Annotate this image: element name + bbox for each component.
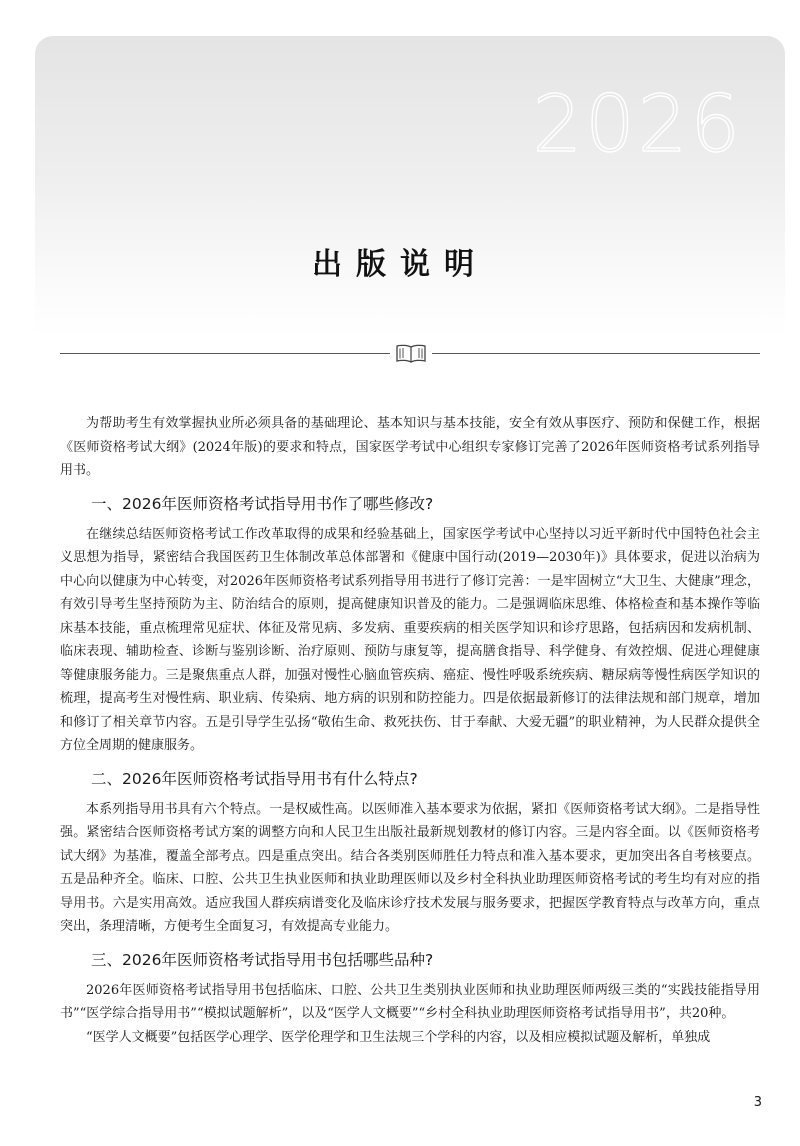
section-paragraph: 在继续总结医师资格考试工作改革取得的成果和经验基础上，国家医学考试中心坚持以习近平新时代中国特色社会主义思想为指导，紧密结合我国医药卫生体制改革总体部署和《健康中国行动(2019—2030年)》具体要求，促进以治病为中心向以健康为中心转变，对2026年医师资格考试系列指导用书进行了修订完善：一是牢固树立“大卫生、大健康”理念，有效引导考生坚持预防为主、防治结合的原则，提高健康知识普及的能力。二是强调临床思维、体格检查和基本操作等临床基本技能，重点梳理常见症状、体征及常见病、多发病、重要疾病的相关医学知识和诊疗思路，包括病因和发病机制、临床表现、辅助检查、诊断与鉴别诊断、治疗原则、预防与康复等，提高膳食指导、科学健身、有效控烟、促进心理健康等健康服务能力。三是聚焦重点人群，加强对慢性心脑血管疾病、癌症、慢性呼吸系统疾病、糖尿病等慢性病医学知识的梳理，提高考生对慢性病、职业病、传染病、地方病的识别和防控能力。四是依据最新修订的法律法规和部门规章，增加和修订了相关章节内容。五是引导学生弘扬“敬佑生命、救死扶伤、甘于奉献、大爱无疆”的职业精神，为人民群众提供全方位全周期的健康服务。: [60, 526, 760, 753]
section-heading: 一、2026年医师资格考试指导用书作了哪些修改?: [91, 494, 434, 513]
section-heading: 三、2026年医师资格考试指导用书包括哪些品种?: [91, 950, 434, 969]
section-paragraph: 本系列指导用书具有六个特点。一是权威性高。以医师准入基本要求为依据，紧扣《医师资格考试大纲》。二是指导性强。紧密结合医师资格考试方案的调整方向和人民卫生出版社最新规划教材的修订内容。三是内容全面。以《医师资格考试大纲》为基准，覆盖全部考点。四是重点突出。结合各类别医师胜任力特点和准入基本要求，更加突出各自考核要点。五是品种齐全。临床、口腔、公共卫生执业医师和执业助理医师以及乡村全科执业助理医师资格考试的考生均有对应的指导用书。六是实用高效。适应我国人群疾病谱变化及临床诊疗技术发展与服务要求，把握医学教育特点与改革方向，重点突出，条理清晰，方便考生全面复习，有效提高专业能力。: [60, 801, 760, 934]
page-number: 3: [753, 1095, 762, 1110]
divider-left: [60, 353, 390, 354]
section-paragraph: “医学人文概要”包括医学心理学、医学伦理学和卫生法规三个学科的内容，以及相应模拟试题及解析，单独成: [86, 1029, 711, 1045]
document-body: [60, 412, 760, 1049]
intro-paragraph: 为帮助考生有效掌握执业所必须具备的基础理论、基本知识与基本技能，安全有效从事医疗、预防和保健工作，根据《医师资格考试大纲》(2024年版)的要求和特点，国家医学考试中心组织专家修订完善了2026年医师资格考试系列指导用书。: [60, 416, 760, 478]
section-paragraph: 2026年医师资格考试指导用书包括临床、口腔、公共卫生类别执业医师和执业助理医师两级三类的“实践技能指导用书”“医学综合指导用书”“模拟试题解析”，以及“医学人文概要”“乡村全科执业助理医师资格考试指导用书”，共20种。: [60, 982, 760, 1021]
page-title: 出版说明: [312, 247, 488, 282]
divider-right: [432, 353, 760, 354]
open-book-icon: [394, 343, 428, 365]
year-watermark: 2026: [532, 80, 743, 170]
section-heading: 二、2026年医师资格考试指导用书有什么特点?: [91, 769, 418, 788]
header-band: [35, 36, 785, 336]
